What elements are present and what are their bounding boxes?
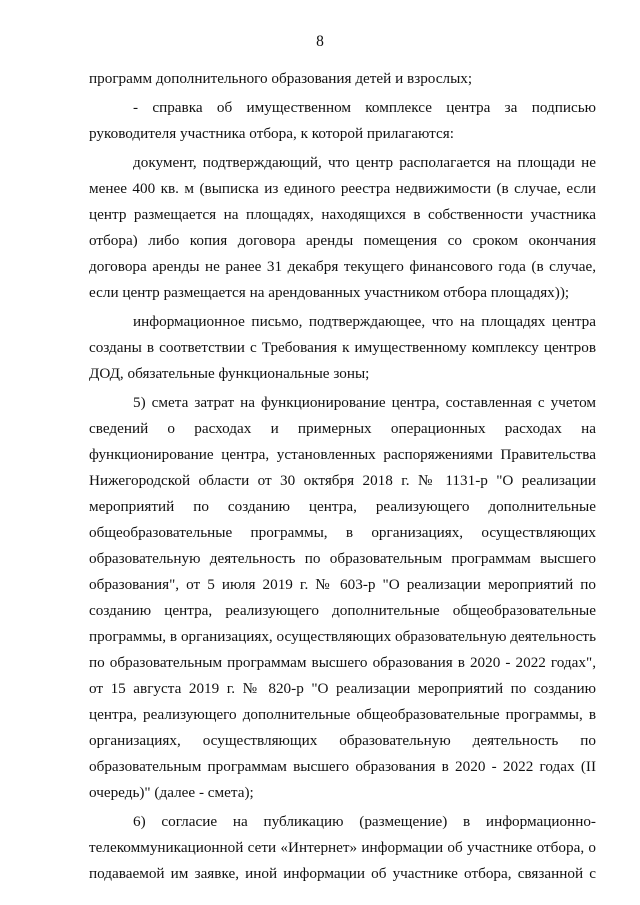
- paragraph-publication-consent: 6) согласие на публикацию (размещение) в информационно-телекоммуникационной сети «Интернет» информации об участнике отбора, о подаваемой им заявке, иной информации об участнике отбора, связанной с: [89, 813, 596, 882]
- paragraph-info-letter: информационное письмо, подтверждающее, что на площадях центра созданы в соответствии с Требования к имущественному комплексу центров ДОД, обязательные функциональные зоны;: [89, 313, 596, 382]
- document-body: [89, 66, 596, 887]
- page-number: 8: [316, 33, 324, 50]
- paragraph-continuation: программ дополнительного образования детей и взрослых;: [89, 70, 473, 87]
- paragraph-property-certificate: - справка об имущественном комплексе центра за подписью руководителя участника отбора, к которой прилагаются:: [89, 99, 596, 142]
- paragraph-area-document: документ, подтверждающий, что центр располагается на площади не менее 400 кв. м (выписка из единого реестра недвижимости (в случае, если центр размещается на площадях, находящихся в собственности участника отбора) либо копия договора аренды помещения со сроком окончания договора аренды не ранее 31 декабря текущего финансового года (в случае, если центр размещается на арендованных участником отбора площадях));: [89, 154, 596, 301]
- paragraph-cost-estimate: 5) смета затрат на функционирование центра, составленная с учетом сведений о расходах и примерных операционных расходах на функционирование центра, установленных распоряжениями Правительства Нижегородской области от 30 октября 2018 г. № 1131-р "О реализации мероприятий по созданию центра, реализующего дополнительные общеобразовательные программы, в организациях, осуществляющих образовательную деятельность по образовательным программам высшего образования", от 5 июля 2019 г. № 603-р "О реализации мероприятий по созданию центра, реализующего дополнительные общеобразовательные программы, в организациях, осуществляющих образовательную деятельность по образовательным программам высшего образования в 2020 - 2022 годах", от 15 августа 2019 г. № 820-р "О реализации мероприятий по созданию центра, реализующего дополнительные общеобразовательные программы, в организациях, осуществляющих образовательную деятельность по образовательным программам высшего образования в 2020 - 2022 годах (II очередь)" (далее - смета);: [89, 394, 596, 801]
